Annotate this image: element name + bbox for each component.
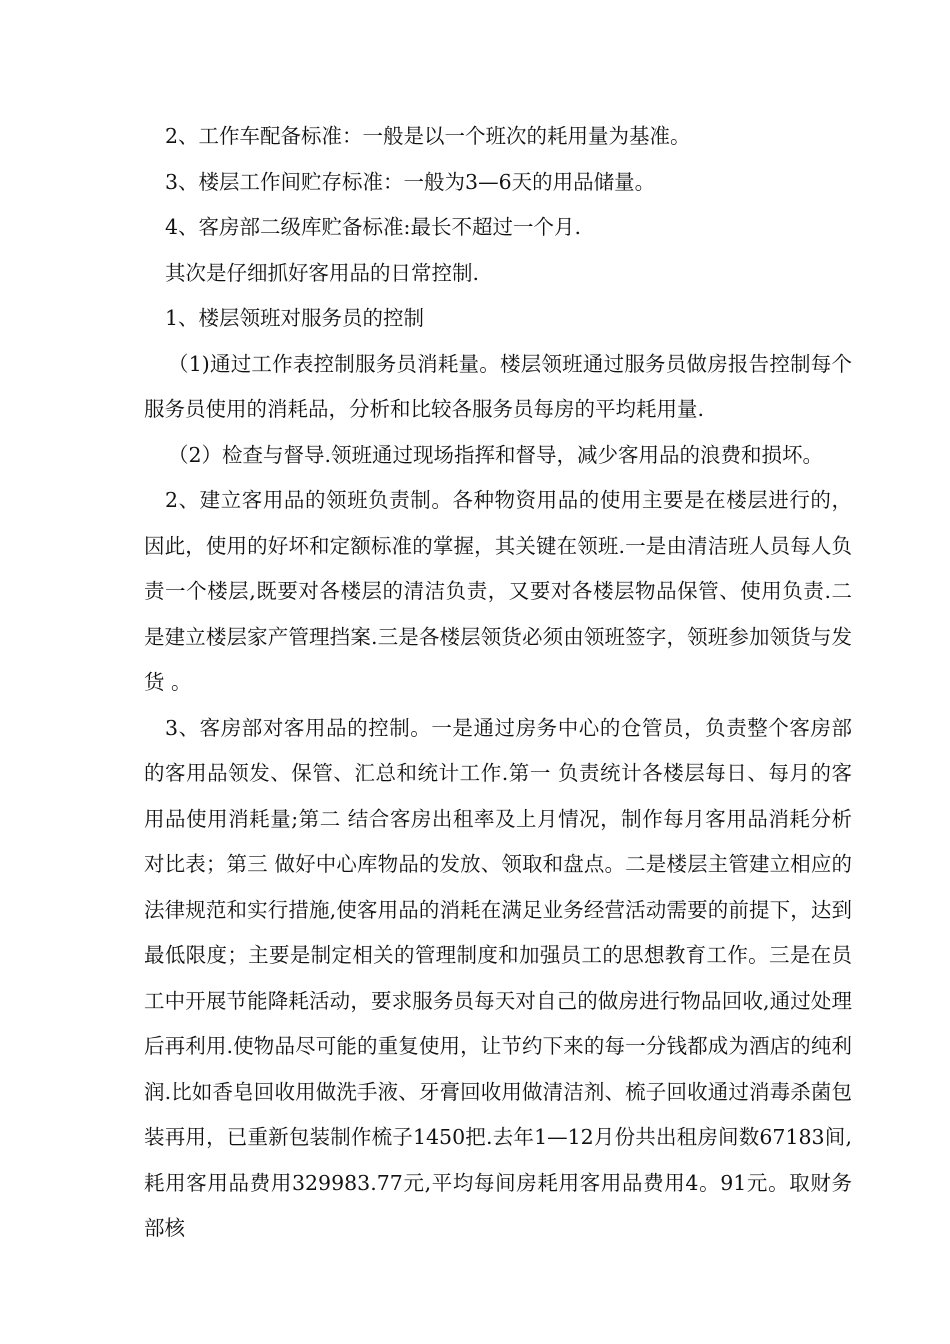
paragraph-floor-storage-standard: 3、楼层工作间贮存标准：一般为3—6天的用品储量。 (165, 169, 656, 194)
document-body (144, 114, 852, 1252)
paragraph-inspection-supervision: （2）检查与督导.领班通过现场指挥和督导，减少客用品的浪费和损坏。 (168, 442, 824, 467)
paragraph-housekeeping-control: 3、客房部对客用品的控制。一是通过房务中心的仓管员，负责整个客房部的客用品领发、保管、汇总和统计工作.第一 负责统计各楼层每日、每月的客用品使用消耗量;第二 结合客房出租率及上月情况，制作每月客用品消耗分析对比表；第三 做好中心库物品的发放、领取和盘点。二是楼层主管建立相应的法律规范和实行措施,使客用品的消耗在满足业务经营活动需要的前提下，达到最低限度；主要是制定相关的管理制度和加强员工的思想教育工作。三是在员工中开展节能降耗活动，要求服务员每天对自己的做房进行物品回收,通过处理后再利用.使物品尽可能的重复使用，让节约下来的每一分钱都成为酒店的纯利润.比如香皂回收用做洗手液、牙膏回收用做清洁剂、梳子回收通过消毒杀菌包装再用，已重新包装制作梳子1450把.去年1—12月份共出租房间数67183间,耗用客用品费用329983.77元,平均每间房耗用客用品费用4。91元。取财务部核 (144, 715, 852, 1240)
paragraph-cart-standard: 2、工作车配备标准：一般是以一个班次的耗用量为基准。 (165, 124, 691, 148)
paragraph-supervisor-control-heading: 1、楼层领班对服务员的控制 (165, 306, 425, 330)
paragraph-secondary-warehouse-standard: 4、客房部二级库贮备标准:最长不超过一个月. (165, 215, 581, 239)
paragraph-worksheet-control: （1)通过工作表控制服务员消耗量。楼层领班通过服务员做房报告控制每个服务员使用的消耗品，分析和比较各服务员每房的平均耗用量. (144, 351, 852, 421)
paragraph-supervisor-responsibility: 2、建立客用品的领班负责制。各种物资用品的使用主要是在楼层进行的，因此，使用的好坏和定额标准的掌握，其关键在领班.一是由清洁班人员每人负责一个楼层,既要对各楼层的清洁负责，又要对各楼层物品保管、使用负责.二是建立楼层家产管理挡案.三是各楼层领货必须由领班签字，领班参加领货与发货 。 (144, 488, 852, 694)
paragraph-daily-control-intro: 其次是仔细抓好客用品的日常控制. (165, 260, 480, 285)
